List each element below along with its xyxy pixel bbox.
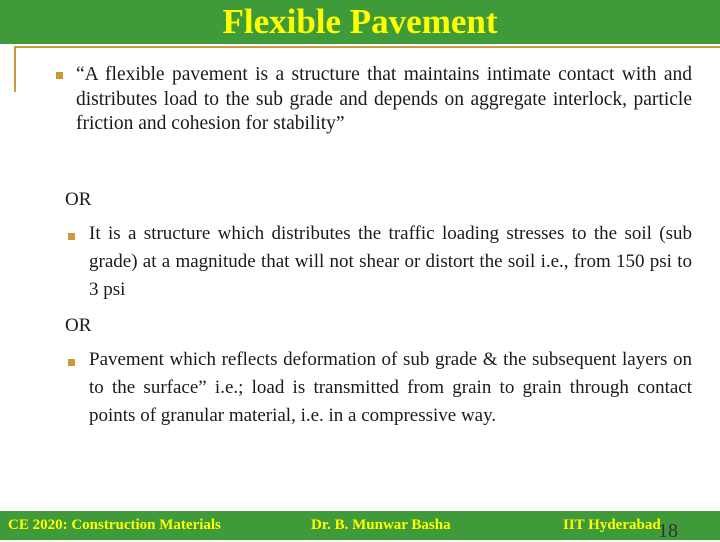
bullet-marker (56, 72, 63, 79)
footer-institute: IIT Hyderabad (563, 517, 661, 533)
bullet-text-3: Pavement which reflects deformation of sub grade & the subsequent layers on to the surface” i.e.; load is transmitted from grain to grain through contact points of granular material, i.e. in a compressive way. (89, 349, 692, 426)
bullet-text-1: “A flexible pavement is a structure that maintains intimate contact with and distributes load to the sub grade and depends on aggregate interlock, particle friction and cohesion for stability” (76, 64, 692, 134)
bullet-text-2: It is a structure which distributes the traffic loading stresses to the soil (sub grade) at a magnitude that will not shear or distort the soil i.e., from 150 psi to 3 psi (89, 223, 692, 300)
or-separator: OR (65, 189, 92, 210)
footer-course: CE 2020: Construction Materials (8, 517, 221, 533)
accent-line-horizontal (14, 46, 720, 48)
slide-title: Flexible Pavement (222, 2, 498, 41)
page-number: 18 (658, 520, 678, 542)
bullet-marker (68, 233, 75, 240)
footer-author: Dr. B. Munwar Basha (311, 517, 451, 533)
bullet-marker (68, 359, 75, 366)
accent-line-vertical (14, 46, 16, 92)
or-separator: OR (65, 315, 92, 336)
